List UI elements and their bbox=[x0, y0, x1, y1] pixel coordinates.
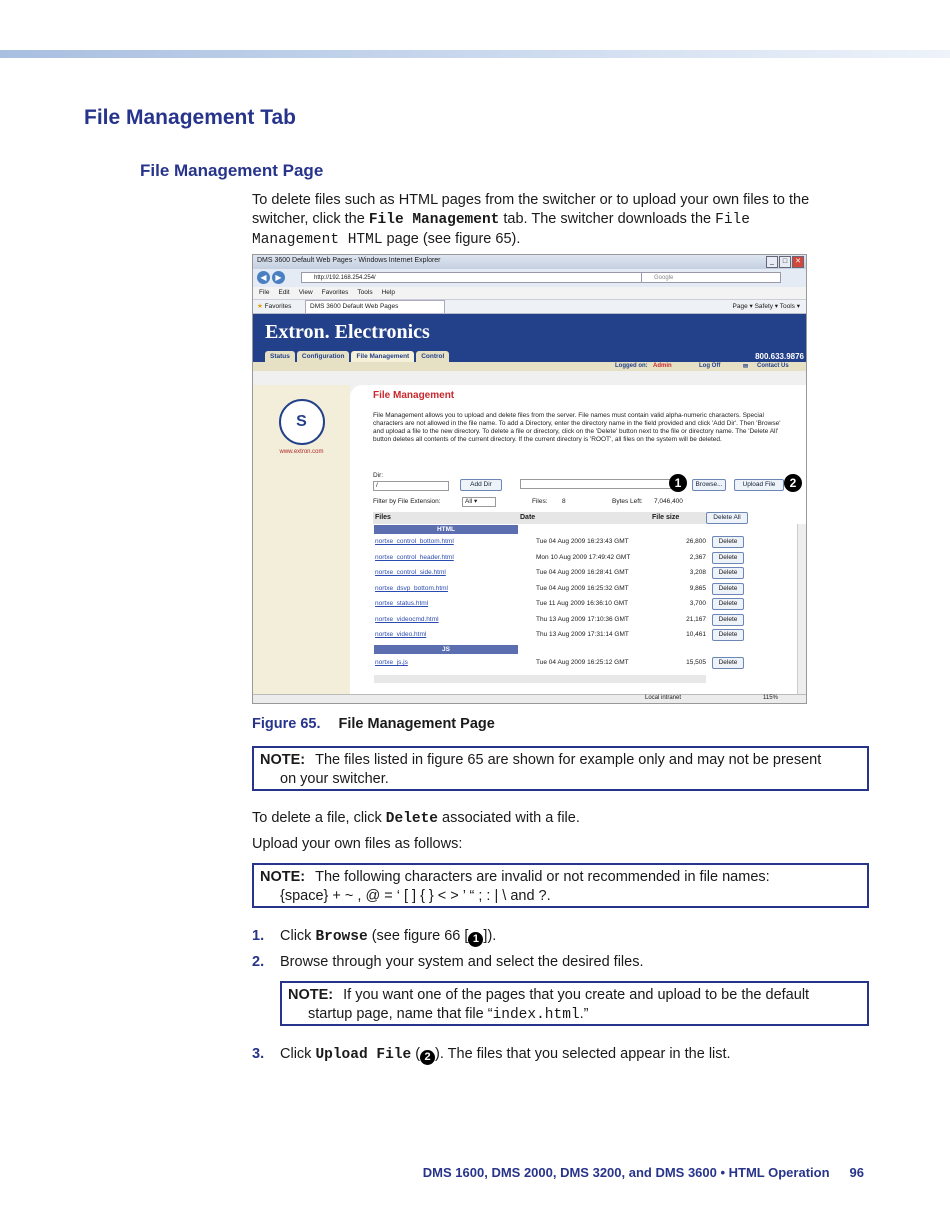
page-tabs bbox=[265, 351, 451, 362]
callout-2-icon: 2 bbox=[420, 1050, 435, 1065]
delete-text-b: associated with a file. bbox=[438, 810, 580, 826]
filter-select[interactable] bbox=[462, 497, 496, 507]
note-box-2 bbox=[252, 863, 869, 908]
file-date: Thu 13 Aug 2009 17:10:36 GMT bbox=[536, 616, 629, 623]
step-number: 1. bbox=[252, 928, 265, 944]
note-label: NOTE: bbox=[260, 752, 306, 768]
step-text: Click bbox=[280, 928, 316, 944]
extron-seal-icon: S bbox=[279, 399, 325, 445]
star-icon: ★ bbox=[257, 303, 263, 310]
log-off-link[interactable]: Log Off bbox=[699, 363, 721, 369]
step-2 bbox=[252, 953, 643, 972]
menu-tools[interactable]: Tools bbox=[357, 289, 373, 296]
intro-paragraph bbox=[252, 191, 832, 250]
step-number: 2. bbox=[252, 954, 265, 970]
minimize-icon[interactable]: _ bbox=[766, 256, 778, 268]
intro-text-3: page (see figure 65). bbox=[382, 231, 521, 247]
step-text: Browse through your system and select the desired files. bbox=[280, 954, 644, 970]
table-row bbox=[350, 583, 790, 597]
file-date: Tue 04 Aug 2009 16:25:12 GMT bbox=[536, 659, 629, 666]
ie-menu-bar bbox=[253, 287, 806, 300]
subsection-title: File Management Page bbox=[140, 161, 324, 180]
note-label: NOTE: bbox=[288, 987, 334, 1003]
forward-icon[interactable]: ▶ bbox=[272, 271, 285, 284]
tab-control[interactable]: Control bbox=[416, 351, 449, 362]
file-path-input[interactable] bbox=[520, 479, 684, 489]
status-zoom[interactable]: 115% bbox=[763, 695, 778, 701]
note-text: The files listed in figure 65 are shown for example only and may not be present bbox=[315, 752, 822, 768]
search-field[interactable]: Google bbox=[641, 272, 781, 283]
footer-product: DMS 1600, DMS 2000, DMS 3200, and DMS 3600 • HTML Operation bbox=[422, 1165, 830, 1180]
intro-code-2: File Management HTML bbox=[252, 212, 750, 248]
file-size: 26,800 bbox=[686, 538, 706, 545]
note-text: The following characters are invalid or not recommended in file names: bbox=[315, 869, 770, 885]
file-link[interactable]: nortxe_js.js bbox=[375, 659, 408, 666]
section-title: File Management Tab bbox=[84, 106, 296, 129]
login-bar bbox=[253, 362, 806, 371]
file-size: 10,461 bbox=[686, 631, 706, 638]
header-gradient-bar bbox=[0, 50, 950, 58]
ie-title-bar bbox=[253, 255, 806, 269]
close-icon[interactable]: ✕ bbox=[792, 256, 804, 268]
figure-caption bbox=[252, 716, 495, 732]
website-link[interactable]: www.extron.com bbox=[279, 449, 324, 455]
maximize-icon[interactable]: □ bbox=[779, 256, 791, 268]
col-date: Date bbox=[518, 512, 650, 524]
file-size: 21,167 bbox=[686, 616, 706, 623]
delete-paragraph bbox=[252, 809, 832, 829]
back-icon[interactable]: ◀ bbox=[257, 271, 270, 284]
url-field[interactable]: http://192.168.254.254/ bbox=[301, 272, 661, 283]
browse-button[interactable]: Browse... bbox=[692, 479, 726, 491]
menu-favorites[interactable]: Favorites bbox=[321, 289, 349, 296]
page-description: File Management allows you to upload and delete files from the server. File names must contain valid alpha-numeric characters. Special characters are not allowed in the file name. To add a Directory, enter the directory name in the field provided and click 'Add Dir'. Then 'Browse' and upload a file to the new directory. To delete a file or directory, click on the 'Delete' button next to the file or directory name. The 'Delete All' button deletes all contents of the current directory. If the current directory is 'ROOT', all files on the system will be deleted. bbox=[373, 412, 781, 443]
nav-buttons bbox=[257, 271, 287, 284]
page-heading: File Management bbox=[373, 390, 455, 401]
table-row bbox=[350, 629, 790, 643]
upload-file-button[interactable]: Upload File bbox=[734, 479, 784, 491]
note-text-cont: {space} + ~ , @ = ‘ [ ] { } < > ’ “ ; : | \ and ?. bbox=[280, 888, 551, 904]
file-size: 3,700 bbox=[689, 600, 706, 607]
table-footer-bar bbox=[374, 675, 706, 683]
logged-on-label: Logged on: bbox=[615, 363, 648, 369]
note-text-end: .” bbox=[579, 1006, 589, 1022]
step-text: ( bbox=[411, 1046, 421, 1062]
note-box-3 bbox=[280, 981, 869, 1026]
delete-all-button[interactable]: Delete All bbox=[706, 512, 748, 524]
logged-on-user: Admin bbox=[653, 363, 672, 369]
delete-button[interactable]: Delete bbox=[712, 552, 744, 564]
intro-text-2: tab. The switcher downloads the bbox=[499, 211, 716, 227]
files-count: 8 bbox=[562, 498, 566, 505]
callout-2-icon: 2 bbox=[784, 474, 802, 492]
browser-tab[interactable]: DMS 3600 Default Web Pages bbox=[305, 300, 445, 313]
tab-status[interactable]: Status bbox=[265, 351, 295, 362]
delete-text-a: To delete a file, click bbox=[252, 810, 386, 826]
menu-help[interactable]: Help bbox=[381, 289, 395, 296]
delete-code: Delete bbox=[385, 811, 439, 827]
delete-button[interactable]: Delete bbox=[712, 567, 744, 579]
favorites-label[interactable]: Favorites bbox=[264, 303, 292, 310]
filter-value: All bbox=[465, 498, 473, 505]
file-date: Tue 11 Aug 2009 16:36:10 GMT bbox=[536, 600, 629, 607]
bytes-left-value: 7,046,400 bbox=[654, 498, 683, 505]
files-label: Files: bbox=[532, 498, 548, 505]
tab-file-management[interactable]: File Management bbox=[351, 351, 414, 362]
step-number: 3. bbox=[252, 1046, 265, 1062]
table-row bbox=[350, 552, 790, 566]
contact-link[interactable]: Contact Us bbox=[757, 363, 789, 369]
file-link[interactable]: nortxe_dsvp_bottom.html bbox=[375, 585, 448, 592]
extron-banner bbox=[253, 314, 806, 362]
step-text: (see figure 66 [ bbox=[367, 928, 469, 944]
filter-label: Filter by File Extension: bbox=[373, 498, 441, 505]
step-code: Browse bbox=[315, 929, 368, 945]
file-size: 3,208 bbox=[689, 569, 706, 576]
step-text: ). The files that you selected appear in the list. bbox=[435, 1046, 731, 1062]
intro-code-1: File Management bbox=[368, 212, 500, 228]
menu-view[interactable]: View bbox=[298, 289, 313, 296]
step-3 bbox=[252, 1045, 731, 1065]
address-bar bbox=[253, 269, 806, 287]
toolbar-right[interactable]: Page ▾ Safety ▾ Tools ▾ bbox=[732, 303, 800, 310]
table-row bbox=[350, 567, 790, 581]
file-date: Tue 04 Aug 2009 16:28:41 GMT bbox=[536, 569, 629, 576]
file-link[interactable]: nortxe_video.html bbox=[375, 631, 427, 638]
note-code: index.html bbox=[492, 1007, 580, 1023]
file-size: 15,505 bbox=[686, 659, 706, 666]
col-file-size: File size bbox=[650, 512, 706, 524]
table-row bbox=[350, 598, 790, 612]
tab-configuration[interactable]: Configuration bbox=[297, 351, 350, 362]
page-number: 96 bbox=[849, 1165, 864, 1180]
vertical-scrollbar[interactable] bbox=[797, 524, 806, 694]
delete-button[interactable]: Delete bbox=[712, 598, 744, 610]
left-sidebar bbox=[253, 385, 350, 703]
delete-button[interactable]: Delete bbox=[712, 657, 744, 669]
file-date: Tue 04 Aug 2009 16:23:43 GMT bbox=[536, 538, 629, 545]
note-text-cont: startup page, name that file “ bbox=[308, 1006, 493, 1022]
delete-button[interactable]: Delete bbox=[712, 614, 744, 626]
figure-title: File Management Page bbox=[338, 716, 495, 732]
file-date: Tue 04 Aug 2009 16:25:32 GMT bbox=[536, 585, 629, 592]
file-management-screenshot bbox=[252, 254, 807, 704]
window-controls bbox=[765, 256, 804, 268]
file-link[interactable]: nortxe_control_bottom.html bbox=[375, 538, 454, 545]
phone-number: 800.633.9876 bbox=[755, 352, 804, 361]
note-text: If you want one of the pages that you create and upload to be the default bbox=[343, 987, 810, 1003]
callout-1-icon: 1 bbox=[669, 474, 687, 492]
table-row bbox=[350, 657, 790, 671]
file-link[interactable]: nortxe_videocmd.html bbox=[375, 616, 439, 623]
file-date: Mon 10 Aug 2009 17:49:42 GMT bbox=[536, 554, 631, 561]
table-row bbox=[350, 536, 790, 550]
extron-logo: Extron. Electronics bbox=[265, 321, 430, 343]
bytes-left-label: Bytes Left: bbox=[612, 498, 643, 505]
window-title: DMS 3600 Default Web Pages - Windows Internet Explorer bbox=[257, 257, 441, 264]
file-size: 2,367 bbox=[689, 554, 706, 561]
step-text: ]). bbox=[483, 928, 497, 944]
main-panel bbox=[350, 385, 806, 703]
callout-1-icon: 1 bbox=[468, 932, 483, 947]
step-code: Upload File bbox=[315, 1047, 412, 1063]
group-js: JS bbox=[374, 645, 518, 654]
menu-file[interactable]: File bbox=[259, 289, 270, 296]
upload-intro: Upload your own files as follows: bbox=[252, 836, 463, 852]
status-zone: Local intranet bbox=[645, 695, 682, 701]
delete-button[interactable]: Delete bbox=[712, 583, 744, 595]
file-link[interactable]: nortxe_control_side.html bbox=[375, 569, 446, 576]
add-dir-button[interactable]: Add Dir bbox=[460, 479, 502, 491]
menu-edit[interactable]: Edit bbox=[278, 289, 290, 296]
delete-button[interactable]: Delete bbox=[712, 536, 744, 548]
favorites-bar bbox=[253, 300, 806, 314]
envelope-icon: ✉ bbox=[743, 364, 749, 370]
ie-status-bar bbox=[253, 694, 806, 703]
file-link[interactable]: nortxe_control_header.html bbox=[375, 554, 454, 561]
note-box-1 bbox=[252, 746, 869, 791]
page-footer bbox=[423, 1165, 864, 1180]
note-text-cont: on your switcher. bbox=[280, 771, 389, 787]
table-row bbox=[350, 614, 790, 628]
intro-text-1: To delete files such as HTML pages from the switcher or to upload your own files to the switcher, click the bbox=[252, 192, 810, 227]
chevron-down-icon: ▾ bbox=[474, 498, 478, 505]
file-date: Thu 13 Aug 2009 17:31:14 GMT bbox=[536, 631, 629, 638]
step-1 bbox=[252, 927, 496, 947]
group-html: HTML bbox=[374, 525, 518, 534]
file-size: 9,865 bbox=[689, 585, 706, 592]
dir-input[interactable]: / bbox=[373, 481, 449, 491]
note-label: NOTE: bbox=[260, 869, 306, 885]
file-link[interactable]: nortxe_status.html bbox=[375, 600, 429, 607]
col-files: Files bbox=[373, 512, 518, 524]
figure-number: Figure 65. bbox=[252, 716, 321, 732]
delete-button[interactable]: Delete bbox=[712, 629, 744, 641]
dir-label: Dir: bbox=[373, 472, 384, 479]
step-text: Click bbox=[280, 1046, 316, 1062]
